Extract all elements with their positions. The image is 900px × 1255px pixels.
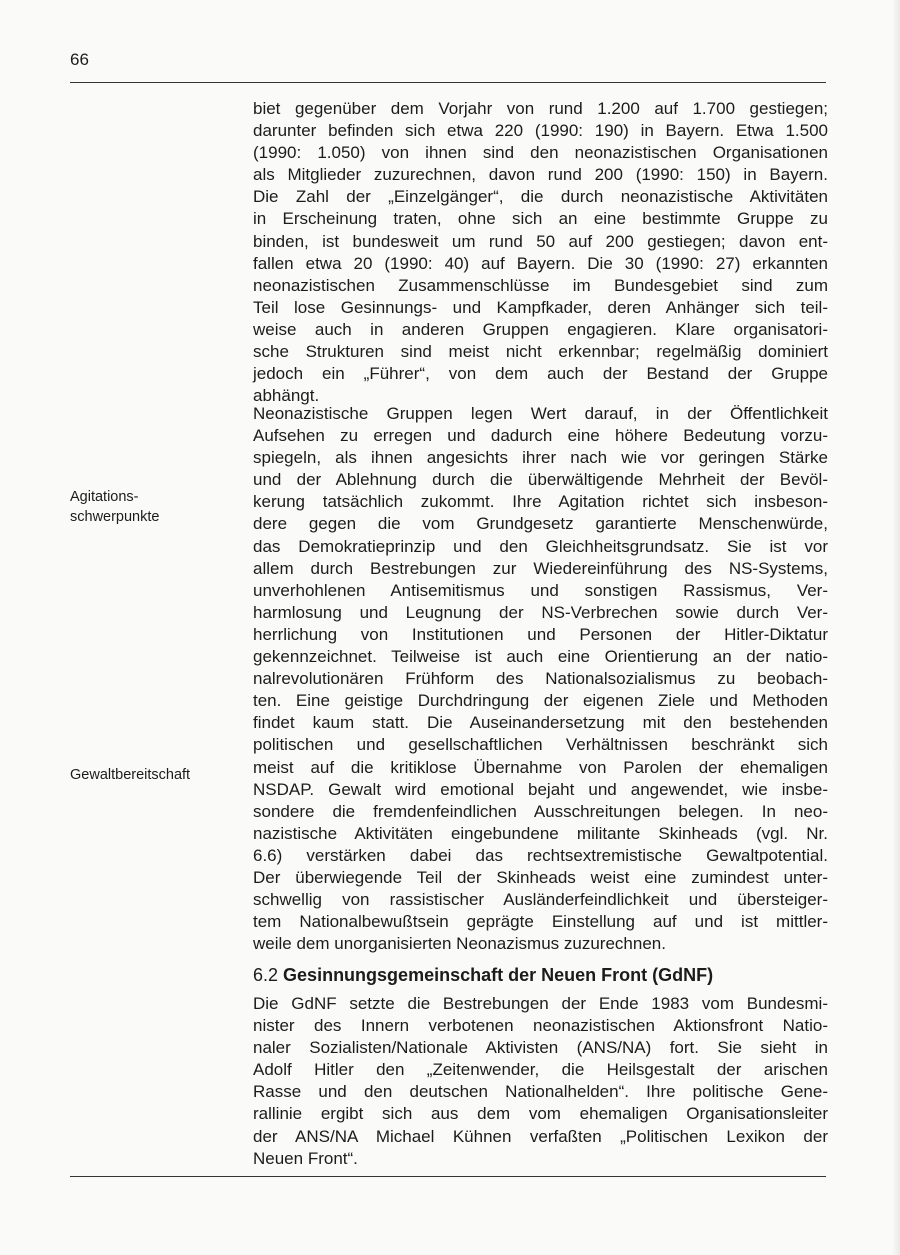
- text-line: NSDAP. Gewalt wird emotional bejaht und angewendet, wie insbe-: [253, 779, 828, 799]
- text-line: weile dem unorganisierten Neonazismus zuzurechnen.: [253, 934, 666, 954]
- text-line: binden, ist bundesweit um rund 50 auf 200 gestiegen; davon ent-: [253, 231, 828, 251]
- text-line: rallinie ergibt sich aus dem vom ehemaligen Organisationsleiter: [253, 1104, 828, 1124]
- page-edge-shadow: [892, 0, 900, 1255]
- text-line: harmlosung und Leugnung der NS-Verbrechen sowie durch Ver-: [253, 602, 828, 622]
- text-line: jedoch ein „Führer“, von dem auch der Bestand der Gruppe: [253, 364, 828, 384]
- paragraph-3: [253, 993, 828, 1170]
- text-line: meist auf die kritiklose Übernahme von Parolen der ehemaligen: [253, 757, 828, 777]
- text-line: sondere die fremdenfeindlichen Ausschreitungen belegen. In neo-: [253, 801, 828, 821]
- text-line: Rasse und den deutschen Nationalhelden“. Ihre politische Gene-: [253, 1082, 828, 1102]
- text-line: biet gegenüber dem Vorjahr von rund 1.200 auf 1.700 gestiegen;: [253, 99, 828, 118]
- section-number: 6.2: [253, 965, 279, 985]
- text-line: tem Nationalbewußtsein geprägte Einstellung auf und ist mittler-: [253, 912, 828, 932]
- text-line: allem durch Bestrebungen zur Wiedereinführung des NS-Systems,: [253, 558, 828, 578]
- margin-note-agitation-text: Agitations- schwerpunkte: [70, 489, 160, 525]
- text-line: dere gegen die vom Grundgesetz garantierte Menschenwürde,: [253, 514, 828, 534]
- text-line: nalrevolutionären Frühform des Nationalsozialismus zu beobach-: [253, 669, 828, 689]
- text-line: Der überwiegende Teil der Skinheads weist eine zumindest unter-: [253, 867, 828, 887]
- text-line: (1990: 1.050) von ihnen sind den neonazistischen Organisationen: [253, 143, 828, 163]
- text-line: Die GdNF setzte die Bestrebungen der Ende 1983 vom Bundesmi-: [253, 994, 828, 1013]
- section-title: Gesinnungsgemeinschaft der Neuen Front (GdNF): [283, 965, 714, 985]
- text-line: Adolf Hitler den „Zeitenwender, die Heilsgestalt der arischen: [253, 1060, 828, 1080]
- text-line: naler Sozialisten/Nationale Aktivisten (ANS/NA) fort. Sie sieht in: [253, 1038, 828, 1058]
- margin-note-agitation: [70, 487, 240, 527]
- text-line: unverhohlenen Antisemitismus und sonstigen Rassismus, Ver-: [253, 580, 828, 600]
- text-line: abhängt.: [253, 386, 320, 406]
- text-line: Die Zahl der „Einzelgänger“, die durch neonazistische Aktivitäten: [253, 187, 828, 207]
- text-line: schwellig von rassistischer Ausländerfeindlichkeit und übersteiger-: [253, 890, 828, 910]
- text-line: politischen und gesellschaftlichen Verhältnissen beschränkt sich: [253, 735, 828, 755]
- paragraph-1: [253, 98, 828, 407]
- margin-note-violence: [70, 765, 240, 785]
- text-line: Neonazistische Gruppen legen Wert darauf, in der Öffentlichkeit: [253, 404, 828, 423]
- text-line: 6.6) verstärken dabei das rechtsextremistische Gewaltpotential.: [253, 845, 828, 865]
- text-line: Neuen Front“.: [253, 1148, 358, 1168]
- text-line: in Erscheinung traten, ohne sich an eine bestimmte Gruppe zu: [253, 209, 828, 229]
- text-line: neonazistischen Zusammenschlüsse im Bundesgebiet sind zum: [253, 275, 828, 295]
- text-line: herrlichung von Institutionen und Personen der Hitler-Diktatur: [253, 624, 828, 644]
- text-line: spiegeln, als ihnen angesichts ihrer nach wie vor geringen Stärke: [253, 448, 828, 468]
- text-line: Aufsehen zu erregen und dadurch eine höhere Bedeutung vorzu-: [253, 426, 828, 446]
- header-rule: [70, 82, 826, 83]
- text-line: nister des Innern verbotenen neonazistischen Aktionsfront Natio-: [253, 1016, 828, 1036]
- text-line: gekennzeichnet. Teilweise ist auch eine Orientierung an der natio-: [253, 647, 828, 667]
- text-line: als Mitglieder zuzurechnen, davon rund 200 (1990: 150) in Bayern.: [253, 165, 828, 185]
- text-line: Teil lose Gesinnungs- und Kampfkader, deren Anhänger sich teil-: [253, 297, 828, 317]
- text-line: kerung tatsächlich zukommt. Ihre Agitation richtet sich insbeson-: [253, 492, 828, 512]
- text-line: nazistische Aktivitäten eingebundene militante Skinheads (vgl. Nr.: [253, 823, 828, 843]
- text-line: weise auch in anderen Gruppen engagieren. Klare organisatori-: [253, 319, 828, 339]
- paragraph-2: [253, 403, 828, 955]
- footer-rule: [70, 1176, 826, 1177]
- text-line: der ANS/NA Michael Kühnen verfaßten „Politischen Lexikon der: [253, 1126, 828, 1146]
- section-heading: [253, 963, 828, 987]
- text-line: ten. Eine geistige Durchdringung der eigenen Ziele und Methoden: [253, 691, 828, 711]
- text-line: und der Ablehnung durch die überwältigende Mehrheit der Bevöl-: [253, 470, 828, 490]
- page-number: 66: [70, 50, 89, 69]
- text-line: findet kaum statt. Die Auseinandersetzung mit den bestehenden: [253, 713, 828, 733]
- text-line: fallen etwa 20 (1990: 40) auf Bayern. Die 30 (1990: 27) erkannten: [253, 253, 828, 273]
- text-line: sche Strukturen sind meist nicht erkennbar; regelmäßig dominiert: [253, 342, 828, 362]
- margin-note-violence-text: Gewaltbereitschaft: [70, 767, 191, 783]
- text-line: das Demokratieprinzip und den Gleichheitsgrundsatz. Sie ist vor: [253, 536, 828, 556]
- text-line: darunter befinden sich etwa 220 (1990: 190) in Bayern. Etwa 1.500: [253, 121, 828, 141]
